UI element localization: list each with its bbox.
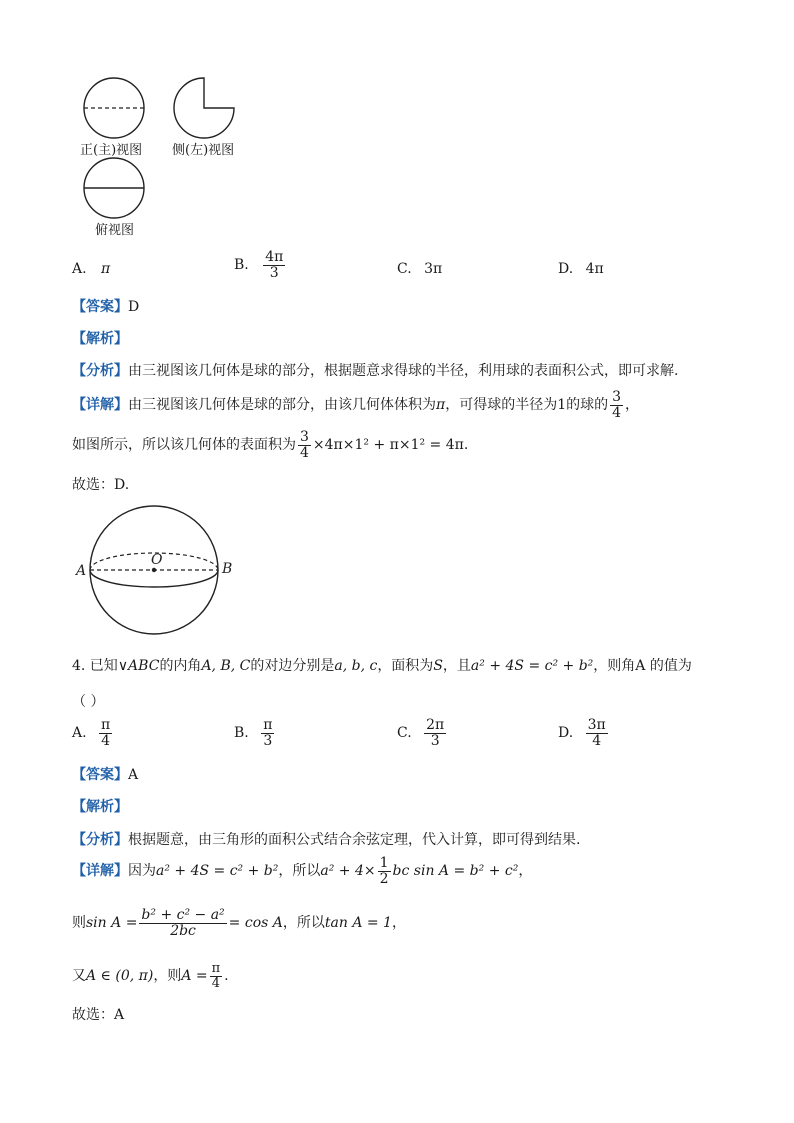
q4-choice-a: A. $\frac{\pi}{4}$ [72,717,111,749]
center-point-o [152,568,156,572]
q4-choose: 故选：A [72,1007,125,1023]
label-o: O [151,552,163,568]
q4-choice-b: B. $\frac{\pi}{3}$ [234,717,273,749]
q3-xiangjie-line2: 如图所示，所以该几何体的表面积为 $\frac{3}{4}$ ×4π×1² + π×1² = 4π. [72,428,469,461]
q4-xiangjie-line1: 【详解】因为a² + 4S = c² + b²，所以a² + 4× $\frac{1}{2}$ bc sin A = b² + c²， [72,854,533,887]
sphere-figure [70,500,250,645]
q3-answer: 【答案】D [72,299,140,315]
top-view-caption: 俯视图 [95,223,135,238]
side-view-shape [174,78,234,138]
q4-then-line: 则sin A = $\frac{\text{b² + c² − a²}}{2bc}$ = cos A，所以tan A = 1， [72,906,406,939]
q3-choice-b: B. $\frac{4\pi}{3}$ [234,249,284,281]
q4-again-line: 又A ∈ (0, π)，则A = $\frac{\pi}{4}$ . [72,960,229,991]
label-a: A [76,563,87,579]
q4-choice-d: D. $\frac{3\pi}{4}$ [558,717,606,749]
q3-choice-c: C. 3π [397,261,443,277]
q3-analysis-heading: 【解析】 [72,331,128,347]
q3-xiangjie-line1: 【详解】由三视图该几何体是球的部分，由该几何体体积为π，可得球的半径为1的球的 $\frac{3}{4}$ ， [72,388,640,421]
q3-choice-a: A. π [72,261,111,277]
q4-choice-c: C. $\frac{2\pi}{3}$ [397,717,445,749]
q4-answer: 【答案】A [72,767,139,783]
front-view-caption: 正(主)视图 [80,143,143,158]
q4-fenxi: 【分析】根据题意，由三角形的面积公式结合余弦定理，代入计算，即可得到结果. [72,832,581,848]
label-b: B [222,561,233,577]
q3-fenxi: 【分析】由三视图该几何体是球的部分，根据题意求得球的半径，利用球的表面积公式，即可求解. [72,363,679,379]
q4-analysis-heading: 【解析】 [72,799,128,815]
equator-front [90,570,218,587]
q3-choice-d: D. 4π [558,261,604,277]
q4-stem: 4. 已知∨ABC的内角A, B, C的对边分别是a, b, c，面积为S，且a² + 4S = c² + b²，则角A 的值为 [72,658,692,674]
side-view-caption: 侧(左)视图 [172,143,235,158]
q4-answer-paren: （ ） [72,694,105,710]
q3-choose: 故选：D. [72,477,130,493]
